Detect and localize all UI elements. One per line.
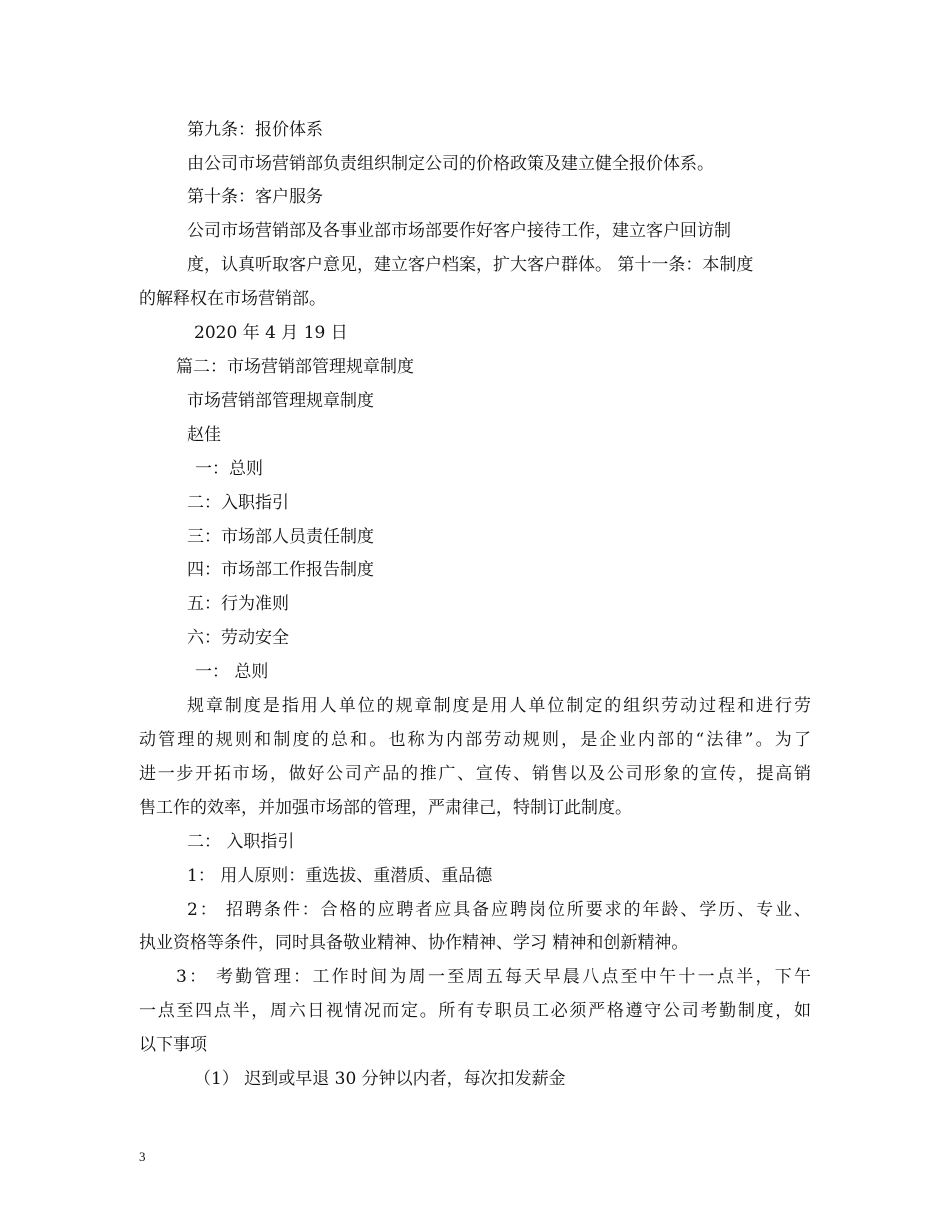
recruitment-conditions-line: 2： 招聘条件：合格的应聘者应具备应聘岗位所要求的年龄、学历、专业、 <box>187 900 811 920</box>
toc-item: 六：劳动安全 <box>187 628 289 648</box>
toc-item: 四：市场部工作报告制度 <box>187 560 374 580</box>
attendance-rule-line: 3： 考勤管理：工作时间为周一至周五每天早晨八点至中午十一点半，下午 <box>176 967 811 987</box>
article-10-text-line-1: 公司市场营销部及各事业部市场部要作好客户接待工作，建立客户回访制 <box>187 221 731 241</box>
section-2-heading: 二： 入职指引 <box>187 832 295 852</box>
toc-item: 三：市场部人员责任制度 <box>187 527 374 547</box>
article-10-heading: 第十条：客户服务 <box>187 187 323 207</box>
toc-item: 二：入职指引 <box>187 493 289 513</box>
lateness-rule: （1） 迟到或早退 30 分钟以内者，每次扣发薪金 <box>194 1069 566 1089</box>
page-number: 3 <box>139 1149 146 1164</box>
article-11-text: 的解释权在市场营销部。 <box>139 289 326 309</box>
document-date: 2020 年 4 月 19 日 <box>194 323 348 343</box>
article-10-text-line-2: 度，认真听取客户意见，建立客户档案，扩大客户群体。 第十一条：本制度 <box>187 255 754 275</box>
section-1-paragraph-line: 售工作的效率，并加强市场部的管理，严肃律己，特制订此制度。 <box>139 798 632 818</box>
hiring-principle: 1： 用人原则：重选拔、重潜质、重品德 <box>187 866 493 886</box>
article-9-text: 由公司市场营销部负责组织制定公司的价格政策及建立健全报价体系。 <box>187 154 714 174</box>
toc-item: 五：行为准则 <box>187 594 289 614</box>
section-1-paragraph-line: 规章制度是指用人单位的规章制度是用人单位制定的组织劳动过程和进行劳 <box>187 696 811 716</box>
recruitment-conditions-line: 执业资格等条件，同时具备敬业精神、协作精神、学习 精神和创新精神。 <box>139 933 689 953</box>
section-1-paragraph-line: 动管理的规则和制度的总和。也称为内部劳动规则，是企业内部的“法律”。为了 <box>139 730 811 750</box>
article-9-heading: 第九条：报价体系 <box>187 120 323 140</box>
section-1-heading: 一： 总则 <box>195 662 269 682</box>
attendance-rule-line: 一点至四点半，周六日视情况而定。所有专职员工必须严格遵守公司考勤制度，如 <box>139 1001 811 1021</box>
attendance-rule-line: 以下事项 <box>139 1035 207 1055</box>
document-title: 市场营销部管理规章制度 <box>187 391 374 411</box>
author-name: 赵佳 <box>187 425 221 445</box>
section-title: 篇二：市场营销部管理规章制度 <box>176 357 414 377</box>
section-1-paragraph-line: 进一步开拓市场，做好公司产品的推广、宣传、销售以及公司形象的宣传，提高销 <box>139 764 811 784</box>
toc-item: 一：总则 <box>195 459 263 479</box>
